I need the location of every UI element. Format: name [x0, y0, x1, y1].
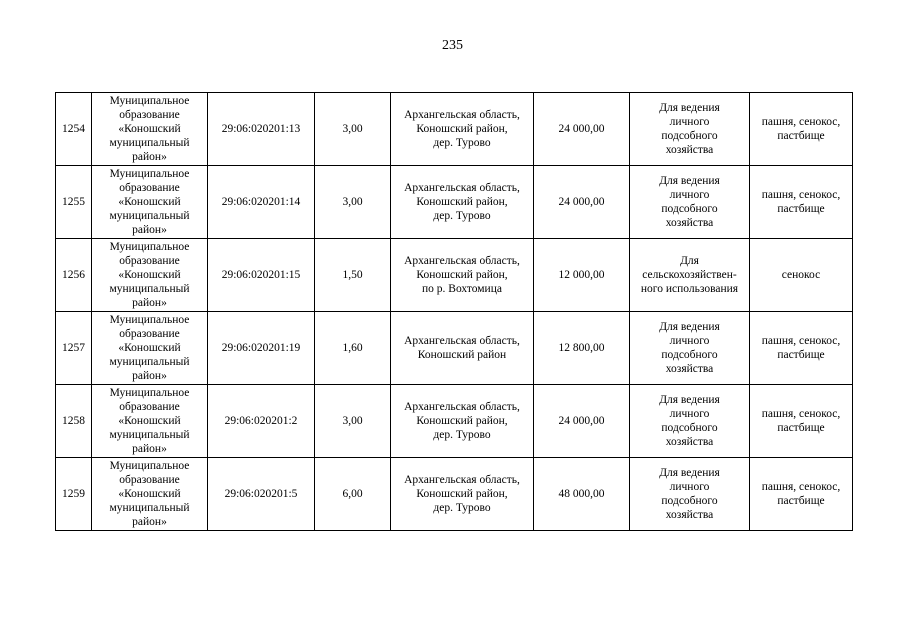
cadastral-number-cell: 29:06:020201:5	[208, 458, 315, 531]
page-number: 235	[442, 38, 463, 53]
purpose-line: личного	[669, 335, 710, 347]
owner-line: образование	[119, 474, 180, 486]
cadastral-number-cell: 29:06:020201:2	[208, 385, 315, 458]
location-cell	[391, 93, 534, 166]
table-row	[56, 93, 853, 166]
location-line: дер. Турово	[433, 137, 491, 149]
purpose-line: хозяйства	[665, 436, 714, 448]
purpose-cell	[630, 385, 750, 458]
usage-cell	[750, 93, 853, 166]
owner-line: муниципальный	[109, 502, 190, 514]
owner-line: «Коношский	[118, 342, 181, 354]
location-line: Архангельская область,	[404, 335, 520, 347]
owner-line: «Коношский	[118, 123, 181, 135]
row-number-cell: 1254	[56, 93, 92, 166]
usage-line: пашня, сенокос,	[761, 335, 841, 347]
owner-cell	[92, 239, 208, 312]
purpose-line: личного	[669, 116, 710, 128]
cadastral-number-cell: 29:06:020201:15	[208, 239, 315, 312]
cadastral-number-cell: 29:06:020201:19	[208, 312, 315, 385]
table-row	[56, 239, 853, 312]
usage-line: пастбище	[777, 349, 825, 361]
owner-line: образование	[119, 328, 180, 340]
usage-cell	[750, 385, 853, 458]
area-cell: 3,00	[315, 385, 391, 458]
purpose-cell	[630, 166, 750, 239]
usage-line: пастбище	[777, 203, 825, 215]
location-cell	[391, 458, 534, 531]
owner-line: образование	[119, 401, 180, 413]
cadastral-number-cell: 29:06:020201:13	[208, 93, 315, 166]
owner-line: муниципальный	[109, 137, 190, 149]
owner-line: Муниципальное	[109, 95, 190, 107]
purpose-line: Для	[680, 255, 699, 267]
purpose-line: Для ведения	[659, 321, 720, 333]
area-cell: 1,60	[315, 312, 391, 385]
owner-line: Муниципальное	[109, 314, 190, 326]
owner-line: «Коношский	[118, 488, 181, 500]
location-line: Коношский район,	[416, 123, 508, 135]
owner-cell	[92, 93, 208, 166]
purpose-cell	[630, 93, 750, 166]
purpose-line: Для ведения	[659, 394, 720, 406]
price-cell: 12 000,00	[534, 239, 630, 312]
owner-line: Муниципальное	[109, 168, 190, 180]
land-plots-table	[55, 92, 853, 531]
purpose-cell	[630, 312, 750, 385]
owner-line: «Коношский	[118, 269, 181, 281]
usage-cell	[750, 312, 853, 385]
owner-line: район»	[132, 297, 167, 309]
usage-line: пастбище	[777, 130, 825, 142]
owner-line: образование	[119, 255, 180, 267]
usage-line: пашня, сенокос,	[761, 116, 841, 128]
purpose-line: хозяйства	[665, 144, 714, 156]
usage-cell	[750, 166, 853, 239]
owner-line: район»	[132, 443, 167, 455]
purpose-line: личного	[669, 408, 710, 420]
owner-line: Муниципальное	[109, 387, 190, 399]
usage-cell	[750, 458, 853, 531]
usage-line: пастбище	[777, 422, 825, 434]
location-line: Архангельская область,	[404, 474, 520, 486]
location-line: Архангельская область,	[404, 255, 520, 267]
usage-line: пашня, сенокос,	[761, 481, 841, 493]
owner-cell	[92, 458, 208, 531]
purpose-line: Для ведения	[659, 467, 720, 479]
owner-line: район»	[132, 151, 167, 163]
row-number-cell: 1256	[56, 239, 92, 312]
owner-line: муниципальный	[109, 283, 190, 295]
area-cell: 3,00	[315, 93, 391, 166]
purpose-line: подсобного	[661, 495, 718, 507]
row-number-cell: 1255	[56, 166, 92, 239]
row-number-cell: 1259	[56, 458, 92, 531]
row-number-cell: 1257	[56, 312, 92, 385]
price-cell: 24 000,00	[534, 166, 630, 239]
area-cell: 3,00	[315, 166, 391, 239]
cadastral-number-cell: 29:06:020201:14	[208, 166, 315, 239]
location-line: по р. Вохтомица	[422, 283, 502, 295]
owner-line: район»	[132, 224, 167, 236]
owner-line: муниципальный	[109, 429, 190, 441]
owner-line: образование	[119, 109, 180, 121]
table-row	[56, 166, 853, 239]
owner-line: муниципальный	[109, 356, 190, 368]
owner-cell	[92, 385, 208, 458]
owner-line: образование	[119, 182, 180, 194]
purpose-line: хозяйства	[665, 509, 714, 521]
location-line: Коношский район	[417, 349, 507, 361]
location-cell	[391, 166, 534, 239]
row-number-cell: 1258	[56, 385, 92, 458]
owner-cell	[92, 312, 208, 385]
owner-line: Муниципальное	[109, 460, 190, 472]
area-cell: 1,50	[315, 239, 391, 312]
usage-line: сенокос	[781, 269, 821, 281]
location-line: Коношский район,	[416, 415, 508, 427]
price-cell: 12 800,00	[534, 312, 630, 385]
area-cell: 6,00	[315, 458, 391, 531]
location-cell	[391, 239, 534, 312]
owner-line: район»	[132, 516, 167, 528]
purpose-line: подсобного	[661, 130, 718, 142]
location-line: дер. Турово	[433, 502, 491, 514]
owner-cell	[92, 166, 208, 239]
location-line: Архангельская область,	[404, 401, 520, 413]
purpose-line: хозяйства	[665, 363, 714, 375]
purpose-line: Для ведения	[659, 175, 720, 187]
location-line: Архангельская область,	[404, 182, 520, 194]
usage-line: пашня, сенокос,	[761, 408, 841, 420]
owner-line: «Коношский	[118, 415, 181, 427]
purpose-line: подсобного	[661, 349, 718, 361]
location-line: Коношский район,	[416, 269, 508, 281]
price-cell: 48 000,00	[534, 458, 630, 531]
usage-line: пастбище	[777, 495, 825, 507]
location-cell	[391, 385, 534, 458]
purpose-cell	[630, 239, 750, 312]
usage-cell	[750, 239, 853, 312]
owner-line: район»	[132, 370, 167, 382]
purpose-line: подсобного	[661, 422, 718, 434]
owner-line: муниципальный	[109, 210, 190, 222]
location-line: Коношский район,	[416, 488, 508, 500]
location-line: Архангельская область,	[404, 109, 520, 121]
purpose-line: сельскохозяйствен-	[642, 269, 737, 281]
owner-line: Муниципальное	[109, 241, 190, 253]
price-cell: 24 000,00	[534, 385, 630, 458]
table-body	[56, 93, 853, 531]
table-row	[56, 458, 853, 531]
purpose-line: личного	[669, 189, 710, 201]
purpose-line: Для ведения	[659, 102, 720, 114]
location-line: дер. Турово	[433, 210, 491, 222]
usage-line: пашня, сенокос,	[761, 189, 841, 201]
owner-line: «Коношский	[118, 196, 181, 208]
purpose-line: подсобного	[661, 203, 718, 215]
location-line: дер. Турово	[433, 429, 491, 441]
price-cell: 24 000,00	[534, 93, 630, 166]
purpose-cell	[630, 458, 750, 531]
purpose-line: личного	[669, 481, 710, 493]
table-row	[56, 385, 853, 458]
purpose-line: хозяйства	[665, 217, 714, 229]
location-line: Коношский район,	[416, 196, 508, 208]
location-cell	[391, 312, 534, 385]
table-row	[56, 312, 853, 385]
purpose-line: ного использования	[640, 283, 739, 295]
